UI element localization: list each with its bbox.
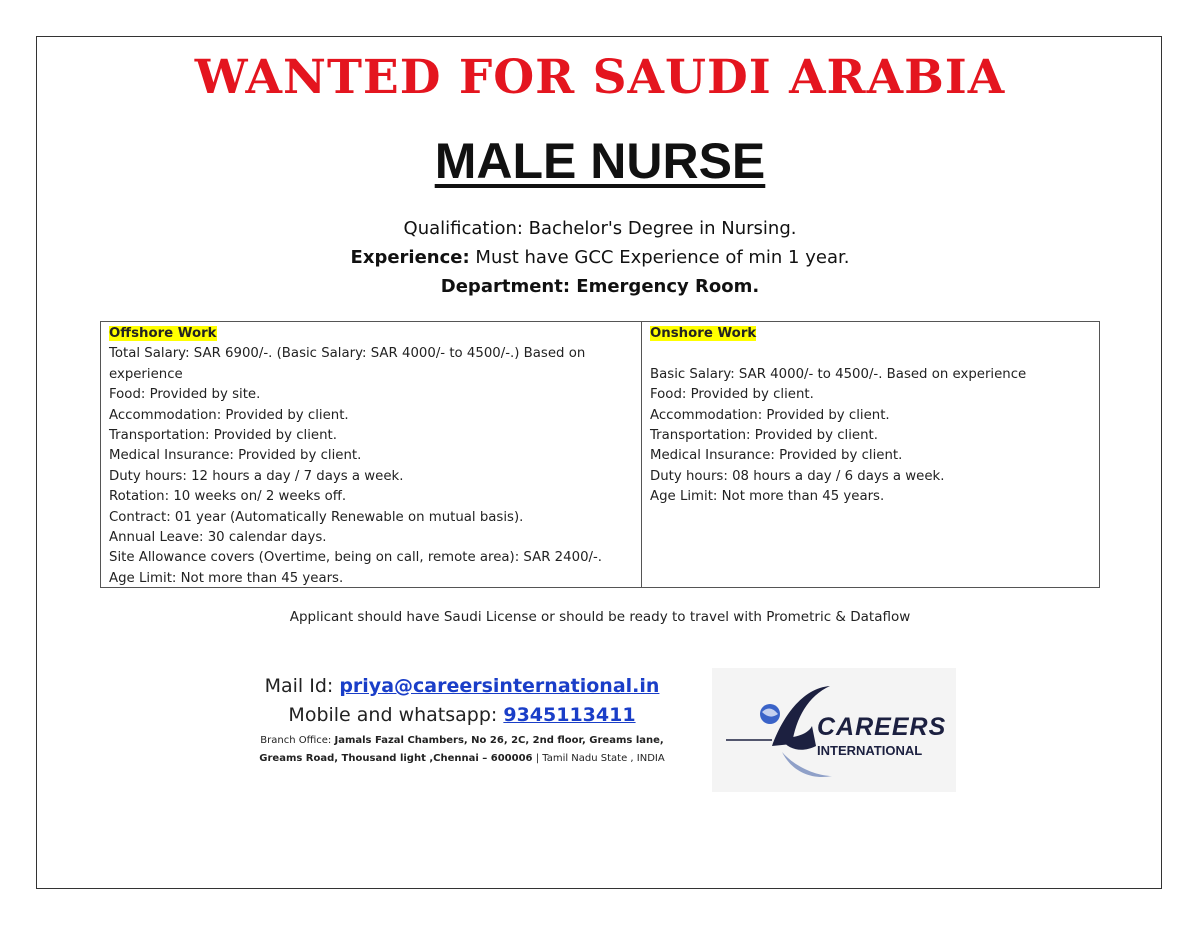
mail-label: Mail Id: <box>264 675 334 697</box>
email-link[interactable]: priya@careersinternational.in <box>339 675 660 697</box>
experience-label: Experience: <box>350 247 470 268</box>
mobile-line <box>240 701 684 730</box>
requirements <box>0 214 1200 301</box>
offshore-column <box>101 322 642 587</box>
offshore-line: Age Limit: Not more than 45 years. <box>109 570 344 586</box>
headline: WANTED FOR SAUDI ARABIA <box>194 50 1006 105</box>
qualification: Qualification: Bachelor's Degree in Nursing. <box>403 218 797 239</box>
offshore-line: Food: Provided by site. <box>109 387 261 403</box>
branch-office <box>240 732 684 768</box>
spacer <box>650 344 1091 364</box>
department <box>0 272 1200 301</box>
onshore-line: Duty hours: 08 hours a day / 6 days a week. <box>650 468 945 484</box>
onshore-line: Accommodation: Provided by client. <box>650 407 890 423</box>
onshore-line: Basic Salary: SAR 4000/- to 4500/-. Based on experience <box>650 366 1027 382</box>
onshore-heading: Onshore Work <box>650 326 757 341</box>
offshore-line: Duty hours: 12 hours a day / 7 days a week. <box>109 468 404 484</box>
offshore-line: experience <box>109 366 183 382</box>
offshore-line: Rotation: 10 weeks on/ 2 weeks off. <box>109 489 347 505</box>
onshore-line: Age Limit: Not more than 45 years. <box>650 489 885 505</box>
offshore-line: Contract: 01 year (Automatically Renewable on mutual basis). <box>109 509 524 525</box>
work-terms-table <box>100 321 1100 588</box>
offshore-line: Transportation: Provided by client. <box>109 428 337 444</box>
onshore-line: Food: Provided by client. <box>650 387 814 403</box>
onshore-line: Medical Insurance: Provided by client. <box>650 448 903 464</box>
license-note: Applicant should have Saudi License or should be ready to travel with Prometric & Dataflow <box>289 609 911 625</box>
job-title <box>0 132 1200 190</box>
offshore-line: Medical Insurance: Provided by client. <box>109 448 362 464</box>
branch-address-3: | Tamil Nadu State , INDIA <box>535 753 665 764</box>
onshore-column <box>642 322 1099 587</box>
contact-block <box>240 672 684 768</box>
branch-address-2: Greams Road, Thousand light ,Chennai – 600006 <box>259 753 533 764</box>
job-title-text: MALE NURSE <box>434 133 766 189</box>
company-logo <box>712 668 956 792</box>
offshore-line: Accommodation: Provided by client. <box>109 407 349 423</box>
logo-sub-text: INTERNATIONAL <box>817 743 923 758</box>
mobile-label: Mobile and whatsapp: <box>288 704 498 726</box>
offshore-line: Annual Leave: 30 calendar days. <box>109 530 327 546</box>
onshore-line: Transportation: Provided by client. <box>650 428 878 444</box>
offshore-line: Site Allowance covers (Overtime, being on call, remote area): SAR 2400/-. <box>109 550 603 566</box>
logo-brand-text: CAREERS <box>817 713 947 741</box>
experience <box>0 243 1200 272</box>
mail-line <box>240 672 684 701</box>
experience-value: Must have GCC Experience of min 1 year. <box>475 247 850 268</box>
offshore-line: Total Salary: SAR 6900/-. (Basic Salary: SAR 4000/- to 4500/-.) Based on <box>109 346 586 362</box>
department-text: Department: Emergency Room. <box>440 276 760 297</box>
branch-address-1: Jamals Fazal Chambers, No 26, 2C, 2nd floor, Greams lane, <box>334 735 664 746</box>
offshore-heading: Offshore Work <box>109 326 217 341</box>
branch-label: Branch Office: <box>260 735 332 746</box>
phone-link[interactable]: 9345113411 <box>503 704 636 726</box>
